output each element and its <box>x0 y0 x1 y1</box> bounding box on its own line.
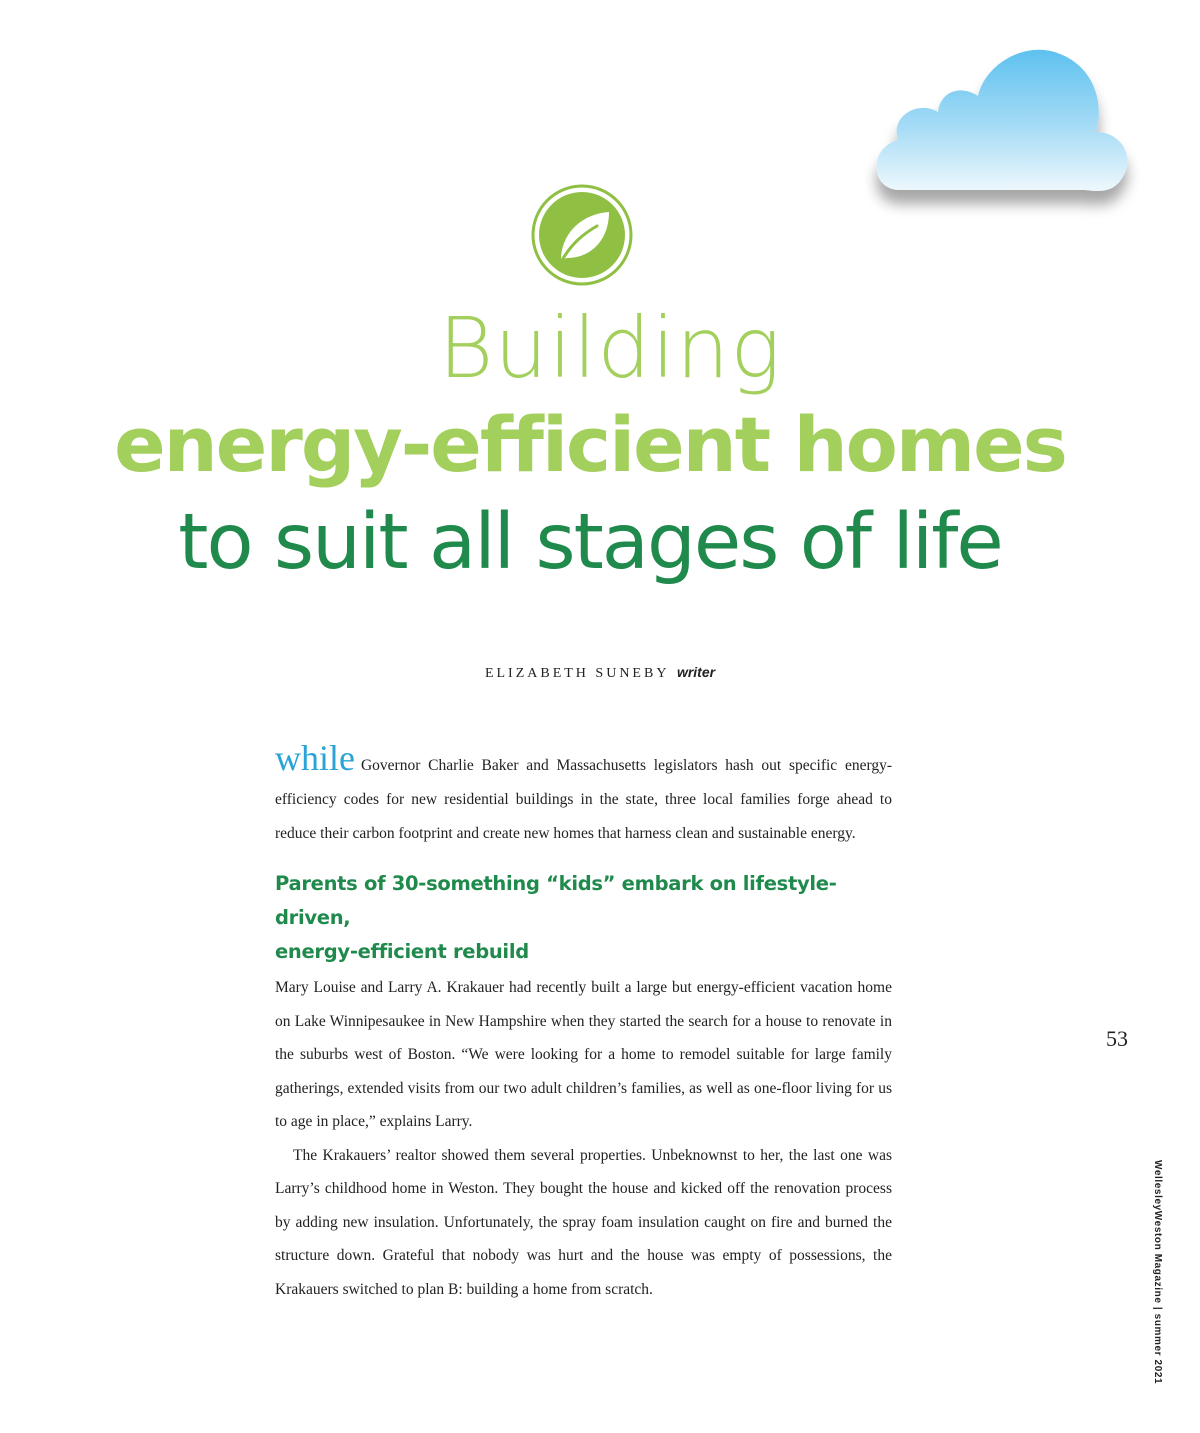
intro-text: Governor Charlie Baker and Massachusetts legislators hash out specific energy-efficiency codes for new residential buildings in the state, three local families forge ahead to reduce their carbon footprint and create new homes that harness clean and sustainable energy. <box>275 757 892 842</box>
article-body <box>275 738 892 1306</box>
author-role: writer <box>676 664 716 680</box>
title-line-3: to suit all stages of life <box>178 498 1002 587</box>
lead-word: while <box>275 738 355 778</box>
title-line-1: Building <box>438 299 782 397</box>
section-heading-line-2: energy-efficient rebuild <box>275 940 529 963</box>
running-head <box>1147 1160 1167 1385</box>
section-heading <box>275 867 892 969</box>
intro-paragraph <box>275 738 892 851</box>
leaf-icon <box>531 184 633 286</box>
page-number: 53 <box>1106 1026 1128 1051</box>
section-heading-line-1: Parents of 30-something “kids” embark on lifestyle-driven, <box>275 872 837 929</box>
cloud-icon <box>860 40 1140 220</box>
title-line-2: energy-efficient homes <box>114 400 1066 489</box>
body-paragraph-2: The Krakauers’ realtor showed them several properties. Unbeknownst to her, the last one was Larry’s childhood home in Weston. They bought the house and kicked off the renovation process by adding new insulation. Unfortunately, the spray foam insulation caught on fire and burned the structure down. Grateful that nobody was hurt and the house was empty of possessions, the Krakauers switched to plan B: building a home from scratch. <box>275 1146 892 1298</box>
article-title <box>0 300 1200 592</box>
running-head-text: WellesleyWeston Magazine | summer 2021 <box>1152 1160 1163 1385</box>
byline <box>0 664 1200 682</box>
author-name: ELIZABETH SUNEBY <box>484 666 670 681</box>
body-paragraph-1: Mary Louise and Larry A. Krakauer had recently built a large but energy-efficient vacation home on Lake Winnipesaukee in New Hampshire when they started the search for a house to renovate in the suburbs west of Boston. “We were looking for a home to remodel suitable for large family gatherings, extended visits from our two adult children’s families, as well as one-floor living for us to age in place,” explains Larry. <box>275 979 892 1130</box>
